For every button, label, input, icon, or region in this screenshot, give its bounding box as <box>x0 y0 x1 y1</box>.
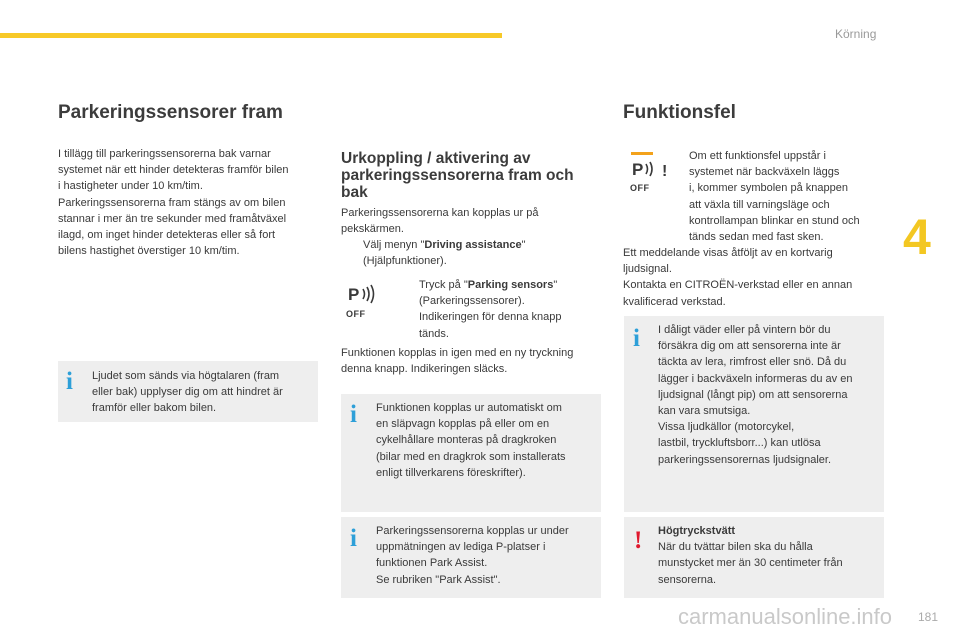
text-line: Funktionen kopplas in igen med en ny tryckning <box>341 347 574 359</box>
icon-p-letter: P <box>348 285 360 304</box>
icon-off-label: OFF <box>346 309 366 319</box>
middle-title <box>341 150 603 201</box>
text-line: parkeringssensorernas ljudsignaler. <box>658 453 832 466</box>
info-text <box>658 322 882 468</box>
step-text: " <box>521 239 526 251</box>
text-line: (bilar med en dragkrok som installerats <box>376 450 566 463</box>
text-line: Ett meddelande visas åtföljt av en kortvarig <box>623 247 833 259</box>
text-line: kan vara smutsiga. <box>658 405 751 418</box>
text-line: ljudsignal. <box>623 263 672 276</box>
middle-after <box>341 345 603 377</box>
text-line: Ljudet som sänds via högtalaren (fram <box>92 370 280 382</box>
watermark-logo: carmanualsonline.info <box>678 604 893 629</box>
parking-sensor-off-icon <box>346 283 378 317</box>
text-line: munstycket mer än 30 centimeter från <box>658 557 843 570</box>
icon-off-label: OFF <box>630 183 650 193</box>
text-line: framför eller bakom bilen. <box>92 402 217 415</box>
step-text: tänds. <box>419 327 449 340</box>
text-line: lägger i backväxeln informeras du av en <box>658 372 853 385</box>
text-line: Parkeringssensorerna kopplas ur under <box>376 525 569 537</box>
info-box-trailer <box>341 394 601 512</box>
text-line: systemet när backväxeln läggs <box>689 166 840 179</box>
text-line: Se rubriken "Park Assist". <box>376 573 501 586</box>
text-line: stannar i mer än tre sekunder med framåtväxel <box>58 212 287 225</box>
info-text <box>376 400 598 481</box>
section-title: Körning <box>835 27 877 41</box>
exclamation-icon: ! <box>662 163 668 180</box>
icon-p-letter: P <box>632 160 644 179</box>
middle-intro <box>341 205 603 237</box>
fault-text <box>689 148 889 245</box>
title-line: bak <box>341 184 368 201</box>
info-icon: i <box>350 525 357 552</box>
text-line: kvalificerad verkstad. <box>623 295 726 308</box>
step-text: (Hjälpfunktioner). <box>363 255 447 268</box>
warning-icon: ! <box>634 527 643 554</box>
parking-sensor-fault-icon <box>630 152 672 194</box>
text-line: När du tvättar bilen ska du hålla <box>658 541 813 554</box>
step-text: (Parkeringssensorer). <box>419 295 525 308</box>
message-text <box>623 245 893 310</box>
page-number: 181 <box>918 610 939 624</box>
text-line: I dåligt väder eller på vintern bör du <box>658 324 831 336</box>
warning-title: Högtryckstvätt <box>658 525 736 537</box>
step-text: Indikeringen för denna knapp <box>419 311 562 324</box>
text-line: cykelhållare monteras på dragkroken <box>376 434 557 447</box>
step-text: Tryck på " <box>419 279 468 291</box>
info-box-park-assist <box>341 517 601 598</box>
text-line: Kontakta en CITROËN-verkstad eller en annan <box>623 279 853 292</box>
info-icon: i <box>66 368 73 395</box>
fault-bar-icon <box>631 152 653 155</box>
info-icon: i <box>350 401 357 428</box>
title-line: parkeringssensorerna fram och <box>341 167 574 184</box>
text-line: sensorerna. <box>658 573 717 586</box>
info-text <box>92 368 314 417</box>
warning-box-pressure-wash <box>624 517 884 598</box>
left-title: Parkeringssensorer fram <box>58 102 283 123</box>
info-box-sound <box>58 361 318 422</box>
text-line: systemet när ett hinder detekteras framför bilen <box>58 164 289 177</box>
text-line: Funktionen kopplas ur automatiskt om <box>376 402 562 414</box>
text-line: kontrollampan blinkar en stund och <box>689 214 860 227</box>
text-line: Om ett funktionsfel uppstår i <box>689 150 826 162</box>
right-title: Funktionsfel <box>623 102 736 123</box>
text-line: enligt tillverkarens föreskrifter). <box>376 466 526 479</box>
text-line: pekskärmen. <box>341 223 404 236</box>
text-line: försäkra dig om att sensorerna inte är <box>658 340 841 353</box>
title-line: Urkoppling / aktivering av <box>341 150 531 167</box>
text-line: uppmätningen av lediga P-platser i <box>376 541 546 554</box>
info-box-weather <box>624 316 884 512</box>
step-select-menu <box>341 237 603 269</box>
step-press-parking <box>397 277 597 342</box>
text-line: denna knapp. Indikeringen släcks. <box>341 363 508 376</box>
text-line: eller bak) upplyser dig om att hindret är <box>92 386 283 399</box>
text-line: Parkeringssensorerna fram stängs av om bilen <box>58 196 286 209</box>
step-text: " <box>553 279 558 291</box>
text-line: Parkeringssensorerna kan kopplas ur på <box>341 207 539 219</box>
text-line: funktionen Park Assist. <box>376 557 488 570</box>
text-line: en släpvagn kopplas på eller om en <box>376 418 550 431</box>
text-line: att växla till varningsläge och <box>689 198 830 211</box>
info-icon: i <box>633 325 640 352</box>
parking-waves-icon <box>630 158 672 180</box>
text-line: bilens hastighet överstiger 10 km/tim. <box>58 245 240 258</box>
parking-waves-icon <box>346 283 378 305</box>
left-paragraph <box>58 146 326 259</box>
text-line: ilagd, om inget hinder detekteras eller så fort <box>58 229 276 242</box>
step-text: Välj menyn " <box>363 239 425 251</box>
info-text <box>376 523 598 588</box>
text-line: i, kommer symbolen på knappen <box>689 182 848 195</box>
text-line: tänds sedan med fast sken. <box>689 231 824 244</box>
warning-text <box>658 523 882 588</box>
text-line: i hastigheter under 10 km/tim. <box>58 180 203 193</box>
text-line: ljudsignal (långt pip) om att sensorerna <box>658 388 848 401</box>
text-line: Vissa ljudkällor (motorcykel, <box>658 421 795 434</box>
text-line: täckta av lera, rimfrost eller snö. Då du <box>658 356 847 369</box>
accent-bar <box>0 33 502 38</box>
button-name: Parking sensors <box>467 279 554 291</box>
text-line: lastbil, tryckluftsborr...) kan utlösa <box>658 437 821 450</box>
text-line: I tillägg till parkeringssensorerna bak varnar <box>58 148 271 160</box>
chapter-number: 4 <box>903 209 931 265</box>
menu-name: Driving assistance <box>424 239 522 251</box>
